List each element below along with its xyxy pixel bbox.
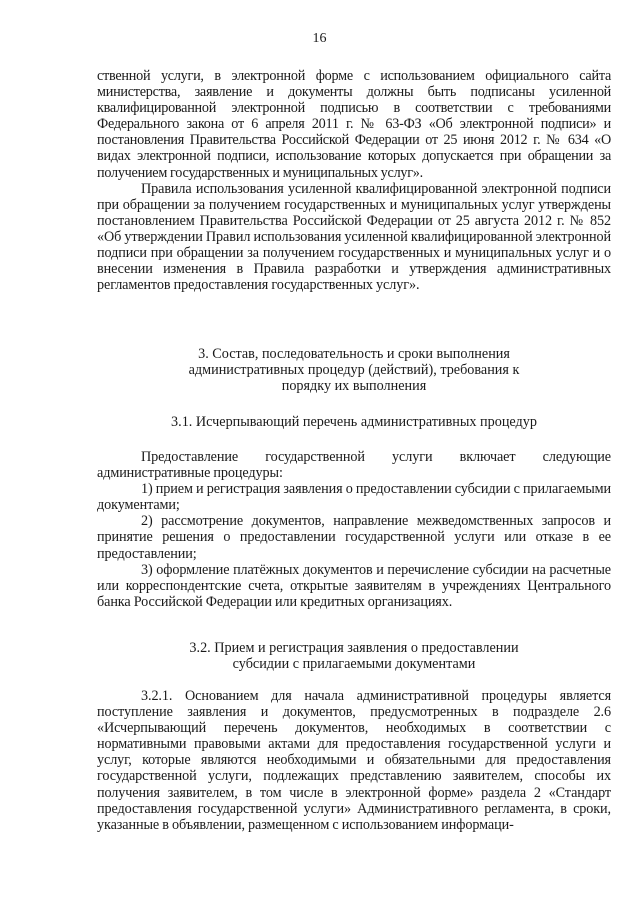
page-number: 16 [312,31,327,46]
section-3-2-heading [97,640,611,672]
paragraph-signature-rules: Правила использования усиленной квалифицированной электронной подписи при обращении за получением государственных и муниципальных услуг утверждены постановлением Правительства Российской Федерации от 25 августа 2012 г. № 852 «Об утверждении Правил использования усиленной квалифицированной электронной подписи при обращении за получением государственных и муниципальных услуг и о внесении изменения в Правила разработки и утверждения административных регламентов предоставления государственных услуг». [97,180,611,294]
list-item-procedure-3: 3) оформление платёжных документов и перечисление субсидии на расчетные или корреспондентские счета, открытые заявителям в учреждениях Центрального банка Российской Федерации или кредитных организациях. [97,561,611,610]
paragraph-signature-requirements: ственной услуги, в электронной форме с использованием официального сайта министерства, заявление и документы должны быть подписаны усиленной квалифицированной электронной подписью в соответствии с требованиями Федерального закона от 6 апреля 2011 г. № 63-ФЗ «Об электронной подписи» и постановления Правительства Российской Федерации от 25 июня 2012 г. № 634 «О видах электронной подписи, использование которых допускается при обращении за получением государственных и муниципальных услуг». [97,68,611,181]
paragraph-3-2-1: 3.2.1. Основанием для начала административной процедуры является поступление заявления и документов, предусмотренных в подразделе 2.6 «Исчерпывающий перечень документов, необходимых в соответствии с нормативными правовыми актами для предоставления государственной услуги и услуг, которые являются необходимыми и обязательными для предоставления государственной услуги, подлежащих представлению заявителем, способы их получения заявителем, в том числе в электронной форме» раздела 2 «Стандарт предоставления государственной услуги» Административного регламента, в сроки, указанные в объявлении, размещенном с использованием информаци- [97,688,611,833]
text-block-3-2-1 [97,688,611,833]
text-block-electronic-signature [97,68,611,293]
paragraph-procedures-intro: Предоставление государственной услуги включает следующие административные процедуры: [97,449,611,482]
text-block-procedures-list [97,449,611,610]
section-3-heading-line: 3. Состав, последовательность и сроки выполнения [198,346,510,362]
section-3-heading-line: порядку их выполнения [281,378,427,395]
list-item-procedure-1: 1) прием и регистрация заявления о предоставлении субсидии с прилагаемыми документами; [97,481,611,514]
list-item-procedure-2: 2) рассмотрение документов, направление межведомственных запросов и принятие решения о предоставлении государственной услуги или отказе в ее предоставлении; [97,513,611,562]
section-3-heading [97,346,611,394]
section-3-2-heading-line: субсидии с прилагаемыми документами [232,656,476,673]
section-3-2-heading-line: 3.2. Прием и регистрация заявления о предоставлении [189,640,519,656]
section-3-1-heading: 3.1. Исчерпывающий перечень административных процедур [171,414,537,430]
section-3-heading-line: административных процедур (действий), требования к [188,362,520,379]
